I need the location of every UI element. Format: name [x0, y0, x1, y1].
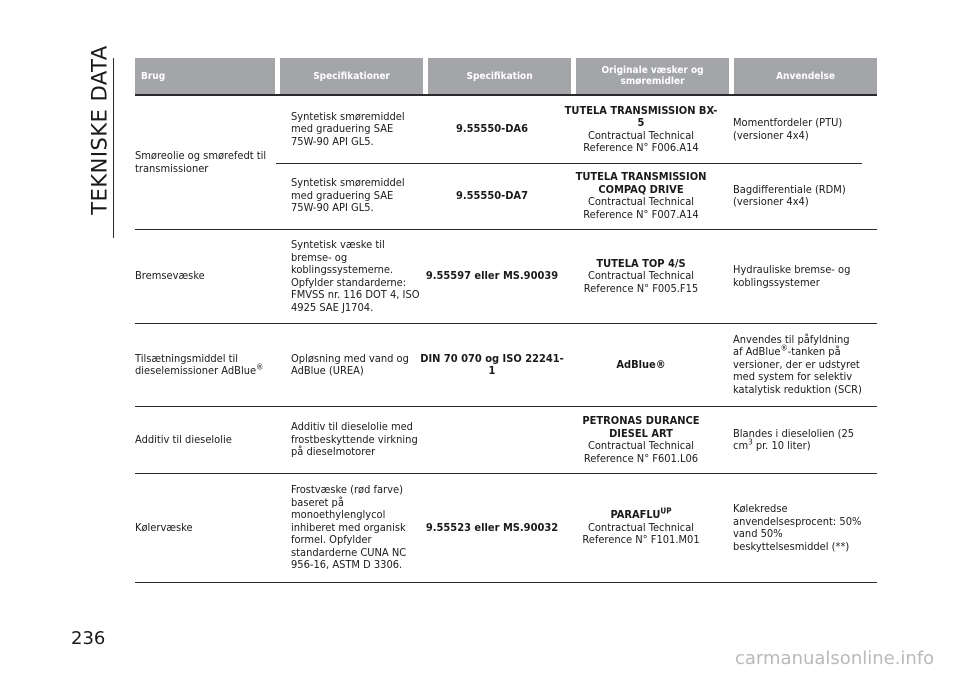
cell-original — [564, 359, 718, 372]
table-row-coolant — [135, 474, 877, 583]
registered-mark: ® — [256, 362, 264, 372]
cell-spec: Syntetisk væske til bremse- og koblingssystemerne. Opfylder standarderne: FMVSS nr. 116 DOT 4, ISO 4925 SAE J1704. — [291, 238, 420, 314]
cell-spec: Syntetisk smøremiddel med graduering SAE 75W-90 API GL5. — [291, 109, 405, 148]
cell-original — [564, 258, 718, 296]
application-text-end: pr. 10 liter) — [752, 439, 811, 452]
section-divider-line — [113, 58, 114, 238]
cell-code: 9.55550-DA6 — [456, 122, 528, 136]
cell-use: Additiv til dieselolie — [135, 432, 232, 446]
header-specifications: Specifikationer — [280, 58, 423, 94]
cell-spec: Frostvæske (rød farve) baseret på monoethylenglycol inhiberet med organisk formel. Opfylder standarderne CUNA NC 956-16, ASTM D 3306. — [291, 483, 407, 572]
cell-use: Kølervæske — [135, 520, 193, 534]
product-name-text: PARAFLU — [610, 508, 661, 522]
sub-row-ptu — [276, 96, 862, 163]
cell-spec: Syntetisk smøremiddel med graduering SAE 75W-90 API GL5. — [291, 176, 405, 215]
header-use: Brug — [135, 58, 275, 94]
cell-application — [718, 334, 862, 397]
application-text-start: Blandes i dieselolien (25 cm — [733, 426, 855, 452]
cell-original — [564, 506, 718, 547]
product-ref-line1: Contractual Technical — [587, 269, 695, 283]
use-text: Tilsætningsmiddel til dieselemissioner AdBlue — [135, 351, 257, 377]
section-title-vertical — [80, 30, 120, 230]
product-ref-line2: Reference N° F005.F15 — [583, 281, 699, 295]
header-original-fluids: Originale væsker og smøremidler — [576, 58, 729, 94]
cell-original — [564, 105, 718, 155]
product-ref-line1: Contractual Technical — [587, 520, 695, 534]
cell-code: 9.55597 eller MS.90039 — [425, 269, 559, 283]
cell-code: 9.55550-DA7 — [456, 188, 528, 202]
cell-use — [135, 96, 276, 229]
product-name: TUTELA TRANSMISSION COMPAQ DRIVE — [575, 170, 707, 196]
cell-application: Hydrauliske bremse- og koblingssystemer — [733, 263, 851, 289]
product-ref-line1: Contractual Technical — [587, 128, 695, 142]
cell-application: Momentfordeler (PTU) (versioner 4x4) — [733, 116, 843, 142]
product-ref-line2: Reference N° F006.A14 — [583, 141, 699, 154]
product-name: PETRONAS DURANCE DIESEL ART — [582, 414, 700, 440]
watermark: carmanualsonline.info — [735, 648, 935, 669]
cell-original — [564, 415, 718, 465]
registered-mark: ® — [780, 343, 788, 353]
cell-application: Bagdifferentiale (RDM) (versioner 4x4) — [733, 182, 846, 208]
product-name — [564, 506, 718, 522]
table-row-adblue — [135, 324, 877, 407]
cell-spec: Opløsning med vand og AdBlue (UREA) — [291, 351, 409, 377]
lubricants-table — [135, 58, 877, 583]
header-specification: Specifikation — [428, 58, 571, 94]
cell-original — [564, 171, 718, 221]
application-text-end: -tanken på versioner, der er udstyret med system for selektiv katalytisk reduktion (SCR) — [733, 345, 862, 396]
cell-code: DIN 70 070 og ISO 22241-1 — [420, 351, 564, 377]
product-ref-line2: Reference N° F007.A14 — [583, 207, 699, 221]
application-text-start: Anvendes til påfyldning af AdBlue — [733, 332, 850, 359]
section-title-text: TEKNISKE DATA — [88, 45, 113, 215]
header-application: Anvendelse — [734, 58, 877, 94]
product-name: AdBlue® — [616, 357, 666, 371]
product-name: TUTELA TOP 4/S — [596, 256, 686, 270]
product-name-suffix: UP — [660, 506, 672, 516]
cell-code: 9.55523 eller MS.90032 — [425, 520, 559, 534]
product-ref-line2: Reference N° F601.L06 — [583, 451, 699, 465]
table-row-brake-fluid — [135, 230, 877, 324]
cell-use — [135, 353, 276, 378]
use-text: Smøreolie og smørefedt til transmissioner — [135, 149, 267, 175]
sub-row-rdm — [276, 163, 862, 228]
superscript-three: 3 — [748, 437, 753, 447]
table-row-transmission — [135, 96, 877, 230]
cell-spec: Additiv til dieselolie med frostbeskyttende virkning på dieselmotorer — [291, 420, 418, 459]
table-row-diesel-additive — [135, 407, 877, 474]
table-header — [135, 58, 877, 96]
page-number: 236 — [71, 628, 106, 649]
product-ref-line2: Reference N° F101.M01 — [582, 533, 700, 547]
cell-application — [718, 428, 862, 453]
cell-application: Kølekredse anvendelsesprocent: 50% vand 50% beskyttelsesmiddel (**) — [733, 502, 862, 553]
cell-use: Bremsevæske — [135, 269, 205, 283]
product-name: TUTELA TRANSMISSION BX-5 — [564, 103, 718, 129]
product-ref-line1: Contractual Technical — [587, 439, 695, 452]
product-ref-line1: Contractual Technical — [587, 195, 695, 208]
